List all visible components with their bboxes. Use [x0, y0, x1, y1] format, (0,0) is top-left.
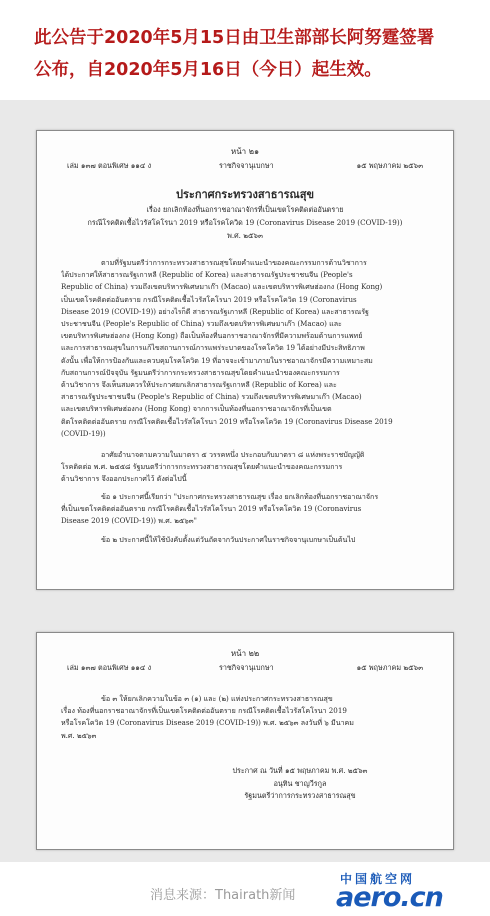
signature-date: ประกาศ ณ วันที่ ๑๕ พฤษภาคม พ.ศ. ๒๕๖๓ — [232, 766, 368, 775]
body-line: ตามที่รัฐมนตรีว่าการกระทรวงสาธารณสุขโดยคำแนะนำของคณะกรรมการด้านวิชาการ — [101, 258, 367, 267]
gazette-volume: เล่ม ๑๓๗ ตอนพิเศษ ๑๑๔ ง — [67, 663, 152, 672]
subject-line: พ.ศ. ๒๕๖๓ — [227, 231, 263, 240]
body-line: เขตบริหารพิเศษฮ่องกง (Hong Kong) ถือเป็นท้องที่นอกราชอาณาจักรที่มีความพร้อมด้านการแพทย์ — [61, 331, 363, 341]
subject-line: เรื่อง ยกเลิกท้องที่นอกราชอาณาจักรที่เป็นเขตโรคติดต่ออันตราย — [146, 205, 344, 214]
authority-paragraph — [61, 449, 433, 486]
gazette-name: ราชกิจจานุเบกษา — [219, 161, 274, 170]
headline-line-1: 此公告于2020年5月15日由卫生部部长阿努霆签署 — [34, 28, 435, 48]
gazette-date: ๑๕ พฤษภาคม ๒๕๖๓ — [356, 663, 423, 672]
gazette-name: ราชกิจจานุเบกษา — [219, 663, 274, 672]
body-line: สาธารณรัฐประชาชนจีน (People's Republic of China) รวมถึงเขตบริหารพิเศษมาเก๊า (Macao) — [61, 392, 362, 402]
authority-line: อาศัยอำนาจตามความในมาตรา ๕ วรรคหนึ่ง ประกอบกับมาตรา ๘ แห่งพระราชบัญญัติ — [101, 450, 365, 459]
body-line: และเขตบริหารพิเศษฮ่องกง (Hong Kong) จากการเป็นท้องที่นอกราชอาณาจักรที่เป็นเขต — [61, 404, 332, 414]
body-line: ติดโรคติดต่ออันตราย กรณีโรคติดเชื้อไวรัสโคโรนา 2019 หรือโรคโควิด 19 (Coronavirus Disease 2019 — [61, 416, 393, 426]
headline-line-2: 公布，自2020年5月16日（今日）起生效。 — [34, 60, 382, 80]
signatory-name: อนุทิน ชาญวีรกูล — [273, 778, 327, 788]
page-number: หน้า ๒๑ — [230, 147, 260, 156]
clause-line: ที่เป็นเขตโรคติดต่ออันตราย กรณีโรคติดเชื้อไวรัสโคโรนา 2019 หรือโรคโควิด 19 (Coronavirus — [61, 504, 362, 514]
signature-block — [37, 765, 453, 803]
signatory-position: รัฐมนตรีว่าการกระทรวงสาธารณสุข — [244, 791, 356, 800]
body-line: ดังนั้น เพื่อให้การป้องกันและควบคุมโรคโควิด 19 ที่อาจจะเข้ามาภายในราชอาณาจักรมีความเหมาะสม — [61, 355, 373, 365]
body-line: ด้านวิชาการ จึงเห็นสมควรให้ประกาศยกเลิกสาธารณรัฐเกาหลี (Republic of Korea) และ — [61, 380, 337, 390]
gazette-volume: เล่ม ๑๓๗ ตอนพิเศษ ๑๑๔ ง — [67, 161, 152, 170]
body-paragraph — [61, 257, 433, 440]
news-source: 消息来源：Thairath新闻 — [150, 888, 296, 903]
announcement-headline — [34, 22, 464, 86]
body-line: และการสาธารณสุขในการแก้ไขสถานการณ์การแพร่ระบาดของโรคโควิด 19 ได้อย่างมีประสิทธิภาพ — [61, 343, 365, 353]
page-number: หน้า ๒๒ — [230, 649, 260, 658]
body-line: Disease 2019 (COVID-19)) อย่างไรก็ดี สาธารณรัฐเกาหลี (Republic of Korea) และสาธารณรัฐ — [61, 306, 369, 316]
authority-line: ด้านวิชาการ จึงออกประกาศไว้ ดังต่อไปนี้ — [61, 474, 187, 484]
authority-line: โรคติดต่อ พ.ศ. ๒๕๕๘ รัฐมนตรีว่าการกระทรวงสาธารณสุขโดยคำแนะนำของคณะกรรมการ — [61, 462, 343, 472]
clause-line: ข้อ ๑ ประกาศนี้เรียกว่า "ประกาศกระทรวงสาธารณสุข เรื่อง ยกเลิกท้องที่นอกราชอาณาจักร — [101, 492, 379, 501]
clause-line: ข้อ ๒ ประกาศนี้ให้ใช้บังคับตั้งแต่วันถัดจากวันประกาศในราชกิจจานุเบกษาเป็นต้นไป — [101, 535, 356, 544]
clause-line: พ.ศ. ๒๕๖๓ — [61, 730, 97, 740]
clause-2 — [61, 534, 433, 546]
document-scan-1 — [0, 100, 490, 612]
clause-3 — [61, 693, 433, 742]
body-line: Republic of China) รวมถึงเขตบริหารพิเศษมาเก๊า (Macao) และเขตบริหารพิเศษฮ่องกง (Hong Kong) — [61, 282, 383, 292]
gazette-page-22 — [36, 632, 454, 850]
body-line: ประชาชนจีน (People's Republic of China) รวมถึงเขตบริหารพิเศษมาเก๊า (Macao) และ — [61, 319, 342, 329]
body-line: ได้ประกาศให้สาธารณรัฐเกาหลี (Republic of Korea) และสาธารณรัฐประชาชนจีน (People's — [61, 270, 353, 280]
gazette-date: ๑๕ พฤษภาคม ๒๕๖๓ — [356, 161, 423, 170]
logo-chinese-text: 中国航空网 — [340, 872, 416, 886]
clause-line: Disease 2019 (COVID-19)) พ.ศ. ๒๕๖๓" — [61, 516, 197, 526]
body-line: กับสถานการณ์ปัจจุบัน รัฐมนตรีว่าการกระทรวงสาธารณสุขโดยคำแนะนำของคณะกรรมการ — [61, 367, 340, 377]
body-line: เป็นเขตโรคติดต่ออันตราย กรณีโรคติดเชื้อไวรัสโคโรนา 2019 หรือโรคโควิด 19 (Coronavirus — [61, 294, 357, 304]
subject-line: กรณีโรคติดเชื้อไวรัสโคโรนา 2019 หรือโรคโควิด 19 (Coronavirus Disease 2019 (COVID-19)) — [87, 218, 403, 227]
clause-line: ข้อ ๓ ให้ยกเลิกความในข้อ ๓ (๑) และ (๒) แห่งประกาศกระทรวงสาธารณสุข — [101, 694, 333, 703]
aero-cn-logo — [336, 870, 486, 914]
document-scan-2 — [0, 612, 490, 862]
clause-line: หรือโรคโควิด 19 (Coronavirus Disease 2019 (COVID-19)) พ.ศ. ๒๕๖๓ ลงวันที่ ๖ มีนาคม — [61, 718, 354, 728]
gazette-page-21 — [36, 130, 454, 590]
footer — [0, 870, 490, 916]
logo-english-text: aero.cn — [336, 882, 443, 913]
body-line: (COVID-19)) — [61, 428, 106, 438]
document-title: ประกาศกระทรวงสาธารณสุข — [176, 188, 314, 201]
clause-1 — [61, 491, 433, 528]
clause-line: เรื่อง ท้องที่นอกราชอาณาจักรที่เป็นเขตโรคติดต่ออันตราย กรณีโรคติดเชื้อไวรัสโคโรนา 2019 — [61, 706, 347, 716]
